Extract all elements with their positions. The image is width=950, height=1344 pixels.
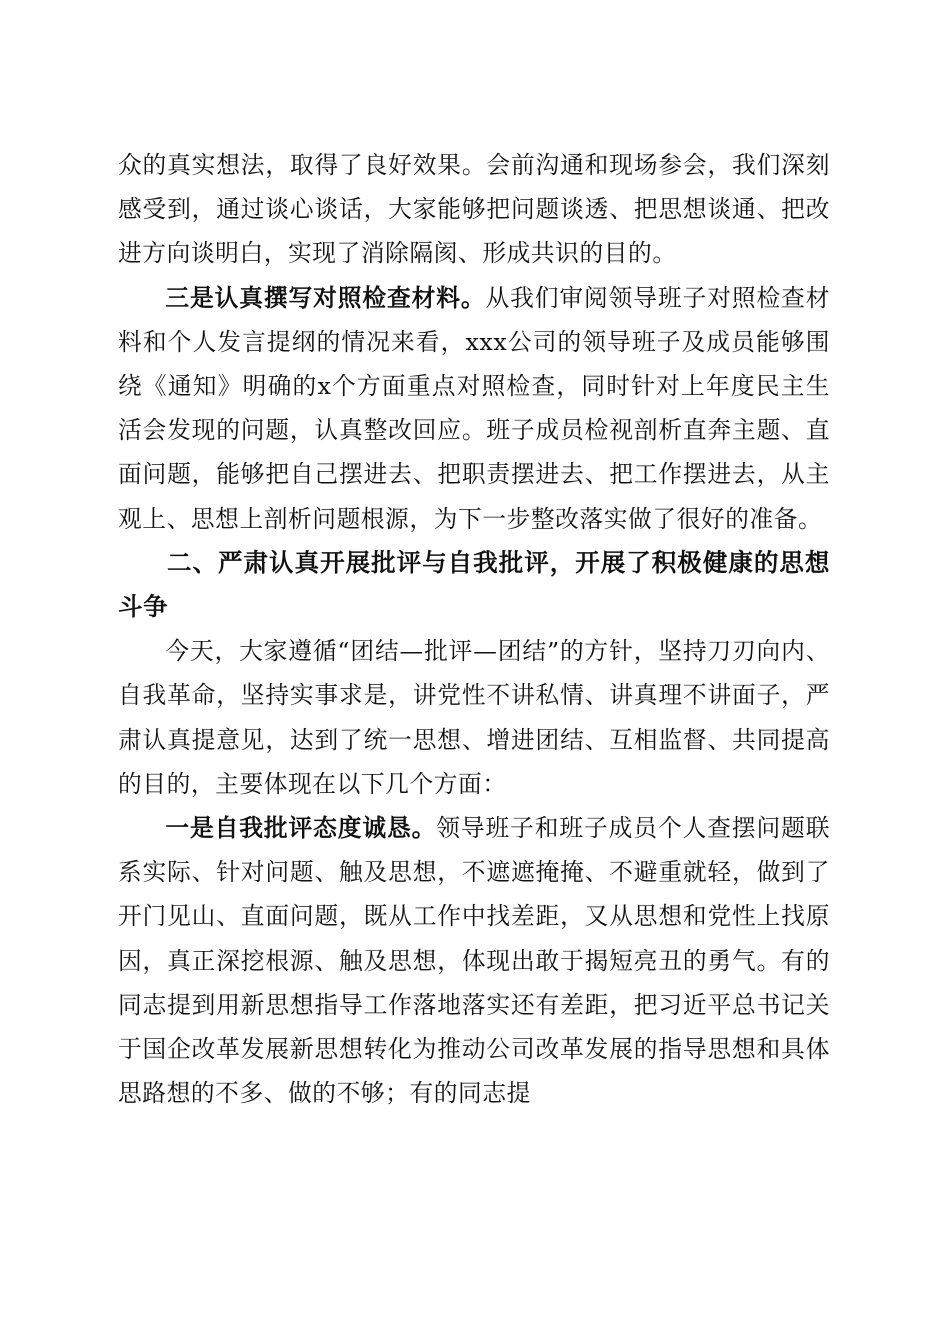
paragraph-review-materials xyxy=(118,276,830,541)
paragraph-intro xyxy=(118,629,830,806)
paragraph-text: 众的真实想法，取得了良好效果。会前沟通和现场参会，我们深刻感受到，通过谈心谈话，大家能够把问题谈透、把思想谈通、把改进方向谈明白，实现了消除隔阂、形成共识的目的。 xyxy=(118,151,830,268)
paragraph-self-criticism xyxy=(118,806,830,1115)
paragraph-text: 从我们审阅领导班子对照检查材料和个人发言提纲的情况来看，xxx公司的领导班子及成员能够围绕《通知》明确的x个方面重点对照检查，同时针对上年度民主生活会发现的问题，认真整改回应。班子成员检视剖析直奔主题、直面问题，能够把自己摆进去、把职责摆进去、把工作摆进去，从主观上、思想上剖析问题根源，为下一步整改落实做了很好的准备。 xyxy=(118,283,830,533)
section-heading-2: 二、严肃认真开展批评与自我批评，开展了积极健康的思想斗争 xyxy=(118,547,830,622)
paragraph-text: 领导班子和班子成员个人查摆问题联系实际、针对问题、触及思想，不遮遮掩掩、不避重就轻，做到了开门见山、直面问题，既从工作中找差距，又从思想和党性上找原因，真正深挖根源、触及思想，体现出敢于揭短亮丑的勇气。有的同志提到用新思想指导工作落地落实还有差距，把习近平总书记关于国企改革发展新思想转化为推动公司改革发展的指导思想和具体思路想的不多、做的不够；有的同志提 xyxy=(118,814,830,1108)
paragraph-continuation xyxy=(118,143,830,276)
paragraph-lead: 三是认真撰写对照检查材料。 xyxy=(165,283,486,312)
paragraph-lead: 一是自我批评态度诚恳。 xyxy=(165,814,437,843)
paragraph-text: 今天，大家遵循“团结—批评—团结”的方针，坚持刀刃向内、自我革命，坚持实事求是，讲党性不讲私情、讲真理不讲面子，严肃认真提意见，达到了统一思想、增进团结、互相监督、共同提高的目的，主要体现在以下几个方面： xyxy=(118,637,830,798)
document-body xyxy=(118,143,830,1115)
